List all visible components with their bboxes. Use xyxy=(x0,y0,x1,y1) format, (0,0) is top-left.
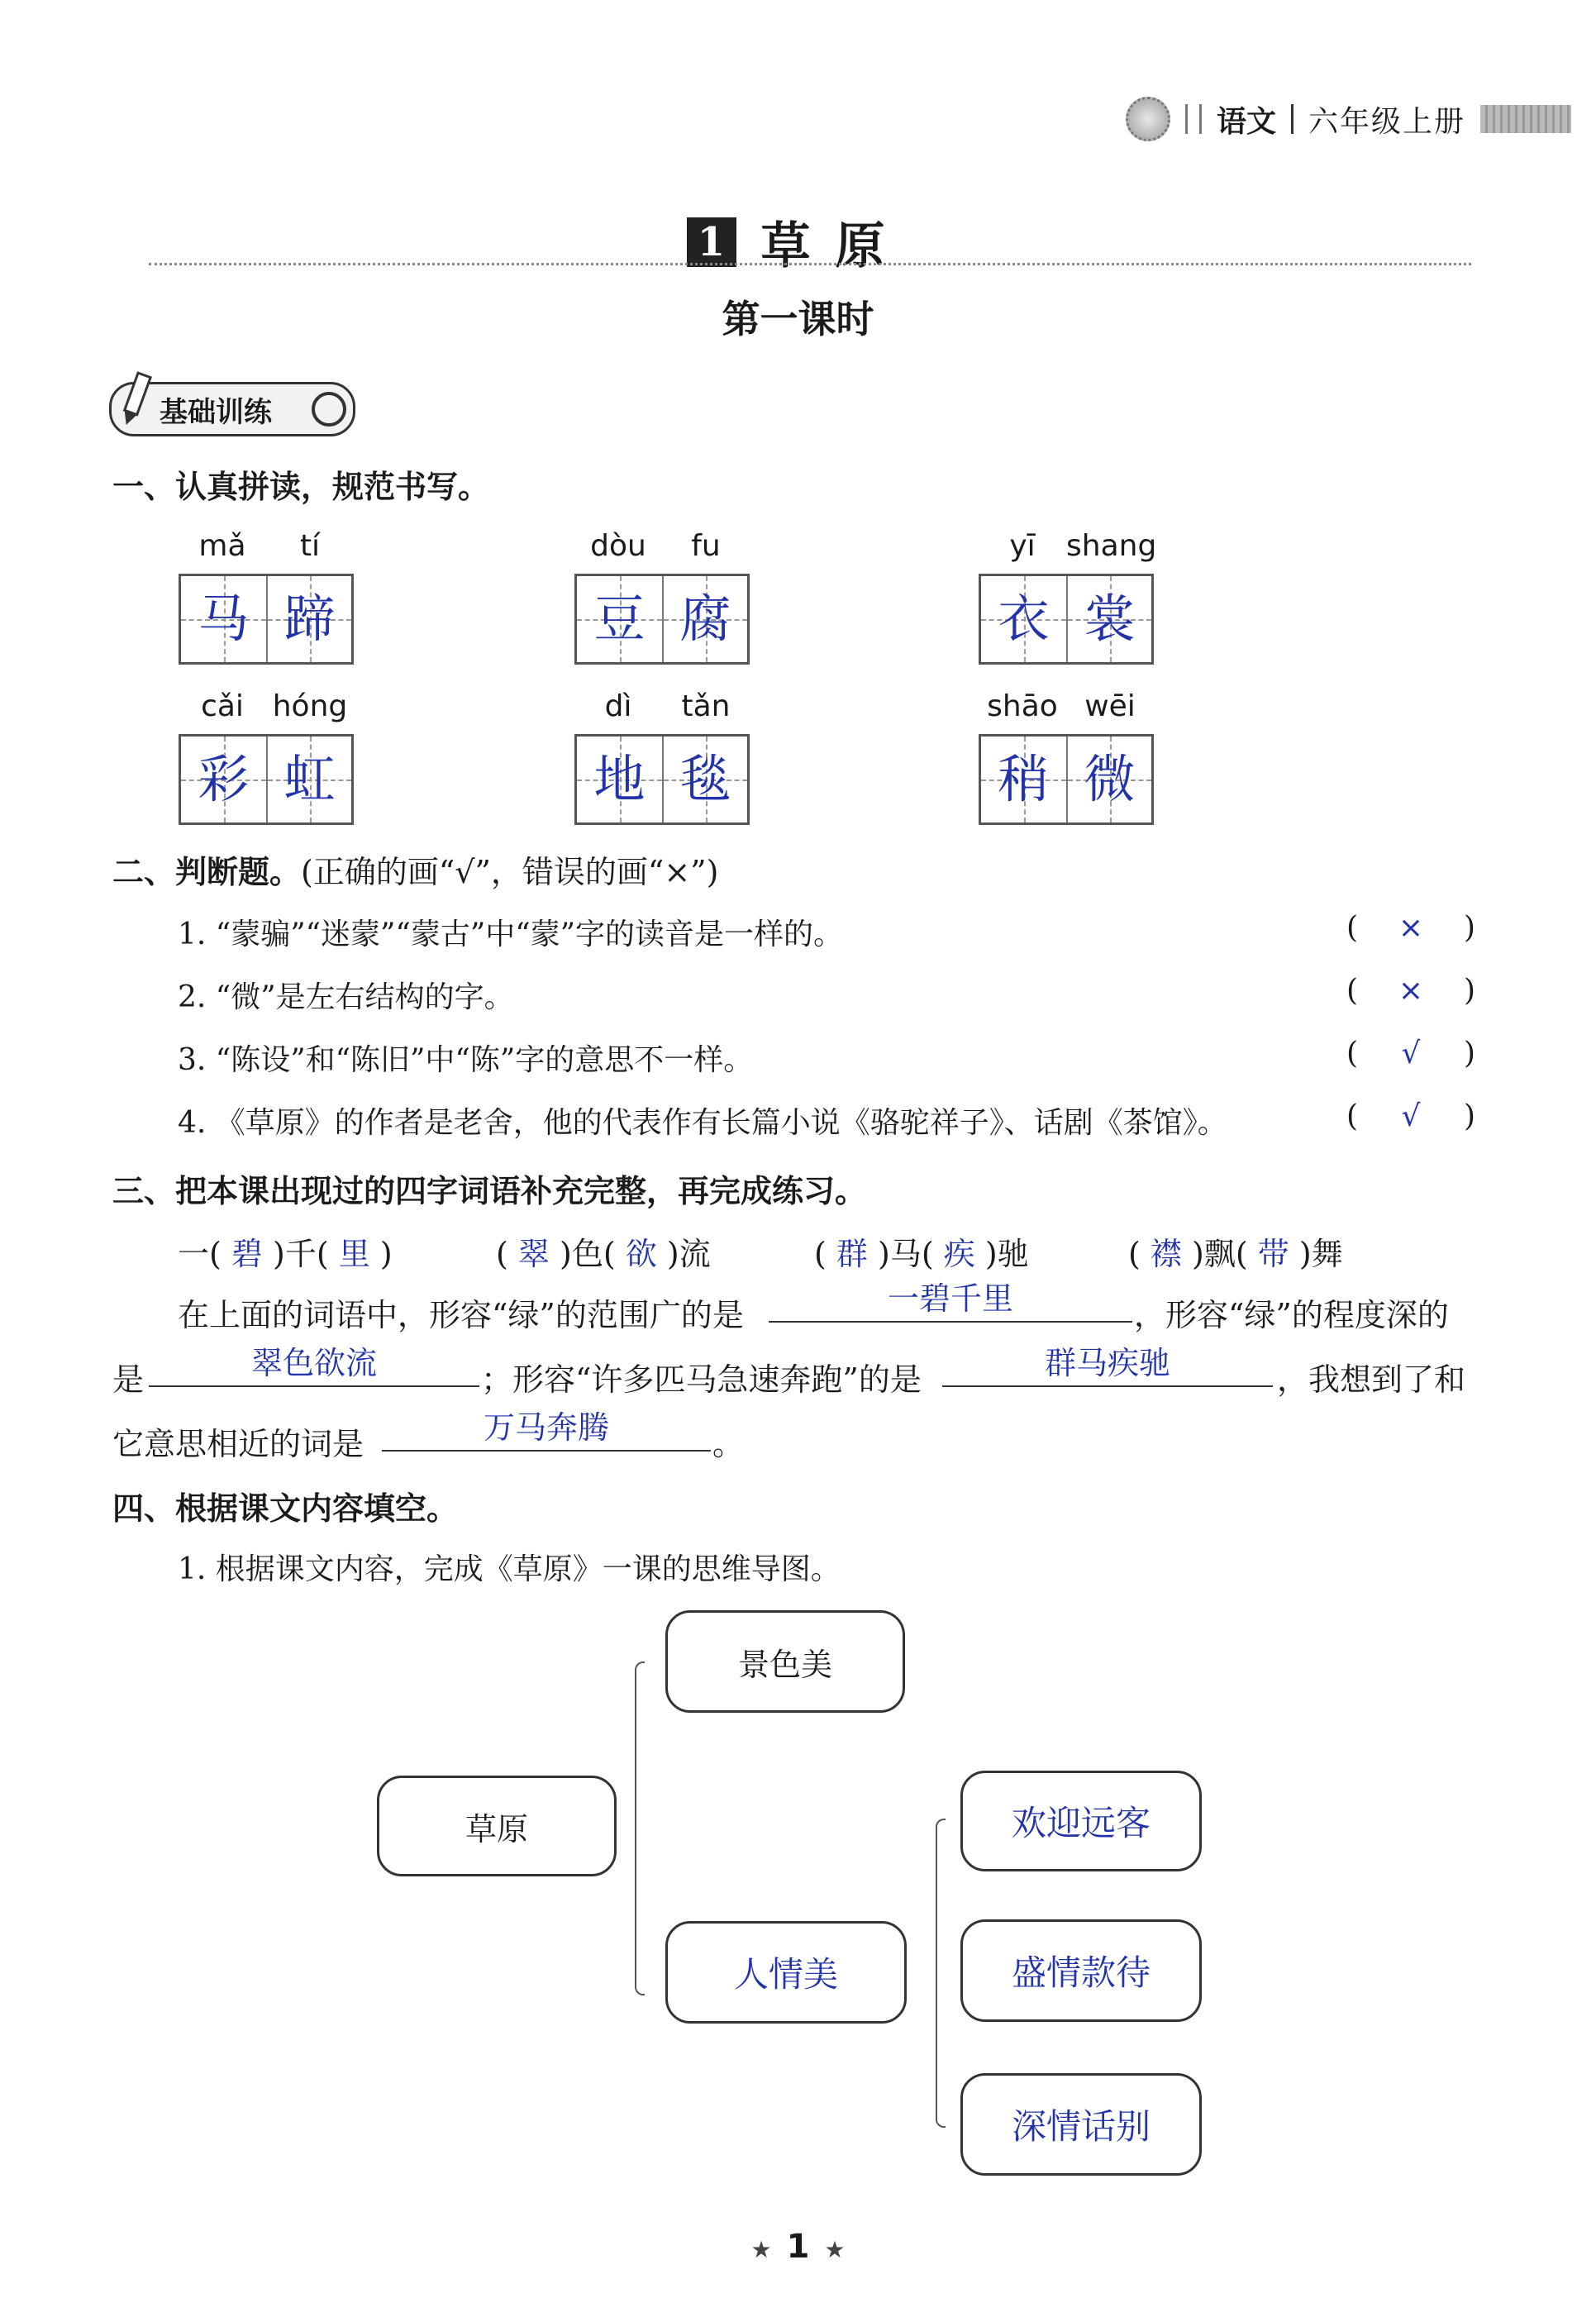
pinyin: fu xyxy=(691,529,721,563)
pinyin: dòu xyxy=(590,529,646,563)
map-people: 人情美 xyxy=(665,1921,907,2024)
q4-heading: 四、根据课文内容填空。 xyxy=(112,1490,459,1527)
header-grade: 六年级上册 xyxy=(1308,104,1465,139)
judge-answer: × xyxy=(1398,974,1424,1008)
char-cell: 微 xyxy=(1066,737,1151,822)
lesson-name: 草原 xyxy=(760,217,910,275)
q3-sentence: 。 xyxy=(712,1426,745,1462)
word-grid xyxy=(979,689,1154,825)
word-grid xyxy=(179,689,354,825)
pinyin: hóng xyxy=(272,689,348,723)
char-cell: 衣 xyxy=(981,576,1066,662)
q3-sentence: ，我想到了和 xyxy=(1277,1361,1466,1398)
pinyin: shang xyxy=(1066,529,1157,563)
star-icon: ★ xyxy=(824,2236,846,2263)
pinyin: shāo xyxy=(987,689,1058,723)
pinyin: tí xyxy=(299,529,321,563)
idiom-1: 一( 碧 )千( 里 ) xyxy=(178,1236,393,1272)
pinyin: cǎi xyxy=(201,689,244,723)
lesson-number: 1 xyxy=(687,217,736,267)
judge-item: 1. “蒙骗”“迷蒙”“蒙古”中“蒙”字的读音是一样的。 ( × ) xyxy=(178,911,1475,951)
judge-answer: × xyxy=(1398,911,1424,945)
q2-heading: 二、判断题。(正确的画“√”，错误的画“×”) xyxy=(112,854,719,890)
judge-item: 3. “陈设”和“陈旧”中“陈”字的意思不一样。 ( √ ) xyxy=(178,1037,1475,1077)
q3-sentence: ；形容“许多匹马急速奔跑”的是 xyxy=(481,1361,922,1398)
star-icon: ★ xyxy=(750,2236,772,2263)
char-cell: 豆 xyxy=(577,576,662,662)
page-header xyxy=(1126,93,1571,145)
idiom-2: ( 翠 )色( 欲 )流 xyxy=(496,1236,711,1272)
word-grid xyxy=(179,529,354,665)
char-cell: 毯 xyxy=(662,737,747,822)
word-grid xyxy=(979,529,1157,665)
q3-sentence: ，形容“绿”的程度深的 xyxy=(1134,1297,1449,1333)
divider xyxy=(1291,104,1293,134)
ring-icon xyxy=(312,392,346,427)
map-brace xyxy=(936,1819,946,2128)
word-grid xyxy=(574,529,750,665)
section-badge xyxy=(109,382,355,436)
q3-sentence: 是 xyxy=(112,1361,145,1398)
q2-note: (正确的画“√”，错误的画“×”) xyxy=(301,854,719,890)
q3-heading: 三、把本课出现过的四字词语补充完整，再完成练习。 xyxy=(112,1173,867,1209)
judge-answer: √ xyxy=(1401,1099,1421,1133)
map-scenery: 景色美 xyxy=(665,1610,905,1713)
char-cell: 虹 xyxy=(266,737,351,822)
answer-blank: 一碧千里 xyxy=(769,1273,1132,1323)
char-cell: 马 xyxy=(181,576,266,662)
lesson-subtitle: 第一课时 xyxy=(722,297,874,341)
char-cell: 彩 xyxy=(181,737,266,822)
section-badge-label: 基础训练 xyxy=(160,395,272,429)
map-root: 草原 xyxy=(377,1776,617,1876)
judge-answer: √ xyxy=(1401,1037,1421,1070)
answer-blank: 万马奔腾 xyxy=(382,1402,711,1452)
word-grid xyxy=(574,689,750,825)
q3-sentence: 它意思相近的词是 xyxy=(112,1426,364,1462)
page-number: ★ 1 ★ xyxy=(750,2228,846,2266)
divider xyxy=(1185,104,1202,134)
q1-heading: 一、认真拼读，规范书写。 xyxy=(112,469,490,505)
pinyin: tǎn xyxy=(681,689,731,723)
answer-blank: 翠色欲流 xyxy=(149,1337,479,1387)
header-subject: 语文 xyxy=(1216,104,1276,139)
pencil-icon xyxy=(112,367,159,431)
pinyin: yī xyxy=(1009,529,1036,563)
pinyin: wēi xyxy=(1084,689,1136,723)
q4-item-1: 1. 根据课文内容，完成《草原》一课的思维导图。 xyxy=(178,1552,841,1586)
title-divider xyxy=(149,263,1471,265)
pinyin: mǎ xyxy=(198,529,246,563)
judge-item: 2. “微”是左右结构的字。 ( × ) xyxy=(178,974,1475,1014)
answer-blank: 群马疾驰 xyxy=(942,1337,1273,1387)
decorative-bar xyxy=(1480,105,1571,133)
char-cell: 裳 xyxy=(1066,576,1151,662)
lesson-title xyxy=(0,207,1596,278)
char-cell: 稍 xyxy=(981,737,1066,822)
map-brace xyxy=(635,1661,645,1995)
q3-sentence: 在上面的词语中，形容“绿”的范围广的是 xyxy=(178,1297,744,1333)
map-leaf-2: 盛情款待 xyxy=(960,1919,1202,2022)
char-cell: 腐 xyxy=(662,576,747,662)
char-cell: 地 xyxy=(577,737,662,822)
judge-item: 4. 《草原》的作者是老舍，他的代表作有长篇小说《骆驼祥子》、话剧《茶馆》。 ( √ ) xyxy=(178,1099,1475,1140)
pinyin: dì xyxy=(604,689,632,723)
idiom-4: ( 襟 )飘( 带 )舞 xyxy=(1128,1236,1343,1272)
char-cell: 蹄 xyxy=(266,576,351,662)
map-leaf-1: 欢迎远客 xyxy=(960,1771,1202,1871)
idiom-3: ( 群 )马( 疾 )驰 xyxy=(814,1236,1029,1272)
map-leaf-3: 深情话别 xyxy=(960,2073,1202,2176)
sun-icon xyxy=(1126,97,1170,141)
